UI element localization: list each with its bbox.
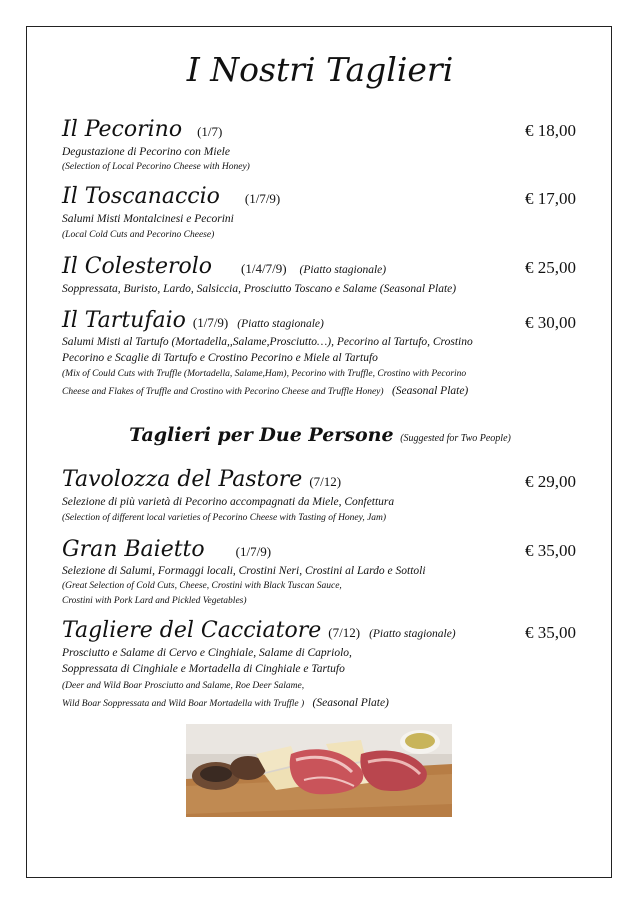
description-en: Wild Boar Soppressata and Wild Boar Mortadella with Truffle ) [62, 699, 305, 709]
price: € 25,00 [525, 258, 576, 277]
dish-name: Il Colesterolo [62, 254, 213, 279]
section-heading [0, 424, 640, 446]
description-en: (Local Cold Cuts and Pecorino Cheese) [62, 230, 215, 240]
dish-il-tartufaio [62, 308, 324, 333]
description-it: Pecorino e Scaglie di Tartufo e Crostino Pecorino e Miele al Tartufo [62, 352, 378, 364]
dish-name: Tavolozza del Pastore [62, 467, 303, 492]
description-en: (Deer and Wild Boar Prosciutto and Salame, Roe Deer Salame, [62, 681, 305, 691]
dish-name: Il Tartufaio [62, 308, 186, 333]
dish-name: Tagliere del Cacciatore [62, 618, 322, 643]
charcuterie-board-photo [186, 724, 452, 817]
price: € 18,00 [525, 121, 576, 140]
allergen-codes: (1/7/9) [235, 544, 272, 559]
description-en: (Great Selection of Cold Cuts, Cheese, Crostini with Black Tuscan Sauce, [62, 581, 342, 591]
dish-name: Il Pecorino [62, 117, 183, 142]
dish-tavolozza-del-pastore [62, 467, 341, 492]
seasonal-plate: (Seasonal Plate) [391, 385, 469, 397]
description-it: Prosciutto e Salame di Cervo e Cinghiale, Salame di Capriolo, [62, 647, 352, 659]
dish-tagliere-del-cacciatore [62, 618, 456, 643]
section-subtitle: (Suggested for Two People) [400, 433, 511, 444]
description-en: Cheese and Flakes of Truffle and Crostino with Pecorino Cheese and Truffle Honey) [62, 387, 384, 397]
seasonal-plate: (Seasonal Plate) [312, 697, 389, 709]
description-en: (Mix of Could Cuts with Truffle (Mortadella, Salame,Ham), Pecorino with Truffle, Crostino with Pecorino [62, 369, 467, 379]
allergen-codes: (7/12) [309, 474, 342, 489]
seasonal-note: (Piatto stagionale) [299, 264, 387, 276]
allergen-codes: (1/7/9) [192, 315, 229, 330]
price: € 30,00 [525, 313, 576, 332]
price: € 29,00 [525, 472, 576, 491]
description-it: Soppressata di Cinghiale e Mortadella di Cinghiale e Tartufo [62, 663, 345, 675]
allergen-codes: (1/7/9) [244, 191, 281, 206]
description-it: Selezione di più varietà di Pecorino accompagnati da Miele, Confettura [62, 496, 395, 508]
dish-name: Gran Baietto [62, 537, 205, 562]
price: € 35,00 [525, 623, 576, 642]
description-it: Soppressata, Buristo, Lardo, Salsiccia, Prosciutto Toscano e Salame (Seasonal Plate) [62, 283, 457, 295]
description-en: Crostini with Pork Lard and Pickled Vegetables) [62, 596, 247, 606]
dish-il-pecorino [62, 117, 222, 142]
description-en: (Selection of Local Pecorino Cheese with Honey) [62, 162, 250, 172]
allergen-codes: (1/7) [197, 124, 223, 139]
dish-gran-baietto [62, 537, 271, 562]
price: € 17,00 [525, 189, 576, 208]
description-en-line [62, 385, 468, 397]
allergen-codes: (1/4/7/9) [241, 261, 287, 276]
allergen-codes: (7/12) [328, 625, 361, 640]
description-it: Selezione di Salumi, Formaggi locali, Crostini Neri, Crostini al Lardo e Sottoli [62, 565, 426, 577]
dish-il-colesterolo [62, 254, 386, 279]
description-en: (Selection of different local varieties of Pecorino Cheese with Tasting of Honey, Jam) [62, 513, 387, 523]
seasonal-note: (Piatto stagionale) [369, 628, 456, 640]
dish-name: Il Toscanaccio [62, 184, 220, 209]
dish-il-toscanaccio [62, 184, 280, 209]
description-it: Degustazione di Pecorino con Miele [62, 146, 230, 158]
description-it: Salumi Misti al Tartufo (Mortadella,,Salame,Prosciutto…), Pecorino al Tartufo, Crostino [62, 336, 473, 348]
page-title: I Nostri Taglieri [186, 50, 454, 89]
description-it: Salumi Misti Montalcinesi e Pecorini [62, 213, 234, 225]
description-en-line [62, 697, 389, 709]
section-title: Taglieri per Due Persone [129, 424, 394, 446]
price: € 35,00 [525, 541, 576, 560]
seasonal-note: (Piatto stagionale) [237, 318, 324, 330]
